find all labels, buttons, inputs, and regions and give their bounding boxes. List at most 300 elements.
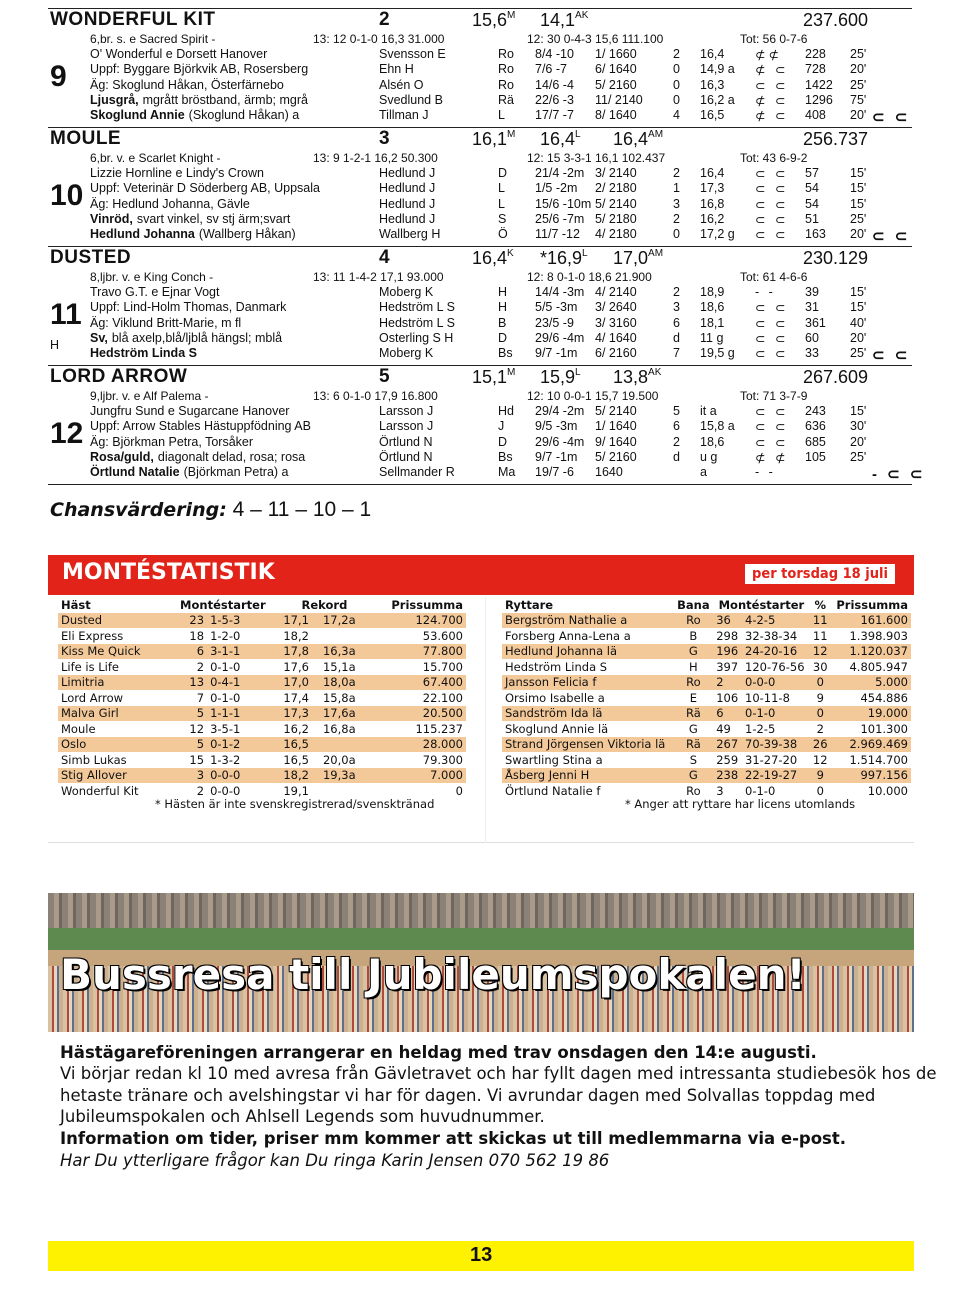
table-cell: S	[674, 752, 714, 768]
race-cell: 16,5	[700, 108, 725, 123]
race-cell: S	[498, 211, 507, 226]
column-header: Prissumma	[831, 597, 911, 613]
race-cell: Hedlund J	[379, 166, 436, 180]
info-main: Travo G.T. e Ejnar Vogt	[90, 285, 220, 299]
race-cell: 25'	[850, 211, 867, 226]
table-cell: 2	[810, 721, 831, 737]
stats-2013: 13: 6 0-1-0 17,9 16.800	[313, 389, 438, 403]
race-cell: 9/7 -1m	[535, 346, 578, 361]
odds-suffix: AK	[648, 367, 662, 378]
race-cell: 4	[673, 108, 680, 123]
table-cell: 115.237	[369, 721, 467, 737]
odds-value	[613, 367, 661, 388]
table-cell: 17,6	[280, 659, 320, 675]
table-cell: 19,1	[280, 783, 320, 799]
table-cell: 18,2	[280, 768, 320, 784]
race-cell: ⊂ ⊂	[755, 301, 789, 316]
info-extra: (Wallberg Håkan)	[198, 227, 296, 242]
table-cell: Moule	[58, 721, 165, 737]
race-cell: B	[498, 315, 507, 330]
horse-info-line	[90, 404, 289, 418]
chance-rating-value: 4 – 11 – 10 – 1	[232, 498, 372, 521]
table-cell: 15,8a	[320, 690, 369, 706]
column-header: Rekord	[280, 597, 368, 613]
table-cell: 17,6a	[320, 706, 369, 722]
column-header: Montéstarter	[713, 597, 809, 613]
race-cell: 17,2 g	[700, 227, 735, 242]
table-cell: 454.886	[831, 690, 911, 706]
info-extra: svart vinkel, sv stj ärm;svart	[136, 211, 291, 226]
table-cell: 18,0a	[320, 675, 369, 691]
race-cell: 20'	[850, 62, 867, 77]
post-number: 12	[50, 417, 84, 450]
info-main: O' Wonderful e Dorsett Hanover	[90, 47, 268, 61]
ad-line-4: Jubileumspokalen och Ahlsell Legends som huvudnummer.	[60, 1107, 545, 1126]
race-cell: d	[673, 330, 680, 345]
start-number: 4	[379, 247, 390, 268]
info-extra: (Skoglund Håkan) a	[188, 108, 300, 123]
race-cell: 25'	[850, 77, 867, 92]
race-cell: 163	[805, 227, 826, 242]
race-cell: D	[498, 166, 508, 180]
table-cell: 13	[165, 675, 207, 691]
race-cell: ⊂ ⊂	[755, 167, 789, 181]
odds-value	[540, 367, 581, 388]
race-cell: 31	[805, 300, 819, 315]
table-cell: 31-27-20	[742, 752, 810, 768]
table-cell: 16,5	[280, 737, 320, 753]
race-cell: 9/ 1640	[595, 434, 637, 449]
table-cell: 5.000	[831, 675, 911, 691]
table-cell: 26	[810, 737, 831, 753]
table-cell: 28.000	[369, 737, 467, 753]
odds-value	[613, 248, 663, 269]
horse-stat-note: * Hästen är inte svenskregistrerad/svensktränad	[155, 797, 435, 811]
race-cell: Ehn H	[379, 62, 414, 77]
table-cell: 1.120.037	[831, 644, 911, 660]
race-cell: ⊂ ⊂	[755, 182, 789, 197]
info-main: Uppf: Veterinär D Söderberg AB, Uppsala	[90, 181, 320, 196]
table-cell: 79.300	[369, 752, 467, 768]
race-cell: 5/ 2180	[595, 211, 637, 226]
info-main: Ljusgrå,	[90, 92, 139, 107]
race-cell: Wallberg H	[379, 227, 441, 242]
info-main: Hedlund Johanna	[90, 227, 195, 242]
odds-suffix: L	[575, 367, 581, 378]
race-cell: 29/6 -4m	[535, 434, 585, 449]
info-main: Örtlund Natalie	[90, 465, 180, 480]
race-cell: 51	[805, 211, 819, 226]
table-cell: 17,1	[280, 613, 320, 629]
race-cell: 5/ 2140	[595, 196, 637, 211]
race-cell: Ro	[498, 62, 514, 77]
odds-number: 13,8	[613, 367, 649, 387]
race-cell: 15'	[850, 181, 867, 196]
table-cell: 2.969.469	[831, 737, 911, 753]
table-cell: 70-39-38	[742, 737, 810, 753]
odds-value	[540, 10, 588, 31]
stat-period: per torsdag 18 juli	[745, 564, 895, 584]
race-cell: 14,9 a	[700, 62, 735, 77]
table-cell: 36	[713, 613, 742, 629]
race-cell: 15,8 a	[700, 419, 735, 434]
table-cell: 12	[165, 721, 207, 737]
table-cell: Simb Lukas	[58, 752, 165, 768]
race-cell: 75'	[850, 92, 867, 107]
race-cell: Örtlund N	[379, 449, 433, 464]
table-cell: 0-0-0	[207, 783, 280, 799]
horse-points: 230.129	[803, 248, 869, 268]
table-cell: 1-1-1	[207, 706, 280, 722]
table-cell: 2	[165, 659, 207, 675]
race-cell: 17/7 -7	[535, 108, 574, 123]
horse-info-line	[90, 227, 296, 241]
race-cell: 11/ 2140	[595, 92, 643, 107]
column-header: Prissumma	[369, 597, 467, 613]
race-cell: 20'	[850, 330, 867, 345]
table-cell: Ro	[674, 783, 714, 799]
race-cell: 15'	[850, 300, 867, 315]
ad-line-3: hetaste tränare och avelshingstar vi har för dagen. Vi avrundar dagen med Solvallas toppdag med	[60, 1086, 876, 1105]
table-cell: 67.400	[369, 675, 467, 691]
info-extra: (Björkman Petra) a	[183, 465, 289, 480]
driver-marker: H	[50, 338, 60, 352]
odds-number: 15,6	[472, 10, 508, 30]
table-cell: 20.500	[369, 706, 467, 722]
race-cell: it a	[700, 404, 717, 418]
column-header: Montéstarter	[165, 597, 280, 613]
horse-name: DUSTED	[50, 247, 132, 268]
table-cell: 3	[165, 768, 207, 784]
race-cell: 1640	[595, 465, 623, 480]
race-cell: 1296	[805, 92, 833, 107]
table-cell: 7.000	[369, 768, 467, 784]
table-cell: 0-4-1	[207, 675, 280, 691]
chance-rating-label: Chansvärdering:	[50, 499, 227, 521]
race-cell: 20'	[850, 108, 867, 123]
odds-number: 15,1	[472, 367, 508, 387]
horse-name: WONDERFUL KIT	[50, 9, 216, 30]
table-cell: H	[674, 659, 714, 675]
odds-suffix: M	[507, 10, 516, 21]
odds-value	[472, 367, 515, 388]
ad-line-5: Information om tider, priser mm kommer att skickas ut till medlemmarna via e-post.	[60, 1129, 847, 1148]
table-cell: 9	[810, 690, 831, 706]
table-cell: Rä	[674, 706, 714, 722]
table-cell: 10-11-8	[742, 690, 810, 706]
race-cell: Hedström L S	[379, 300, 455, 315]
race-cell: ⊂ ⊂	[755, 331, 789, 346]
post-number: 9	[50, 60, 67, 93]
info-main: Äg: Skoglund Håkan, Österfärnebo	[90, 77, 284, 92]
race-cell: H	[498, 285, 508, 299]
odds-number: 17,0	[613, 248, 649, 268]
bottom-rule	[48, 484, 912, 485]
race-cell: ⊄ ⊂	[755, 109, 789, 124]
race-cell: ⊂ ⊂	[755, 435, 789, 450]
ad-line-2: Vi börjar redan kl 10 med avresa från Gävletravet och har fyllt dagen med intressanta studiebesök hos de	[60, 1064, 937, 1083]
race-cell: 18,9	[700, 285, 725, 299]
table-cell: Strand Jörgensen Viktoria lä	[502, 737, 674, 753]
table-cell: 1.514.700	[831, 752, 911, 768]
start-number: 2	[379, 9, 390, 30]
horse-name: LORD ARROW	[50, 366, 188, 387]
race-cell: 1/ 1640	[595, 419, 637, 434]
race-cell: Svensson E	[379, 47, 446, 61]
table-cell: 53.600	[369, 628, 467, 644]
race-cell: Hd	[498, 404, 514, 418]
race-cell: Ro	[498, 77, 514, 92]
race-cell: 4/ 1640	[595, 330, 637, 345]
stats-2012: 12: 30 0-4-3 15,6 111.100	[527, 32, 664, 46]
horse-pedigree: 6,br. v. e Scarlet Knight -	[90, 151, 221, 165]
race-cell: 57	[805, 166, 819, 180]
table-cell: 15,1a	[320, 659, 369, 675]
table-cell: 997.156	[831, 768, 911, 784]
table-cell: 18	[165, 628, 207, 644]
race-cell: 0	[673, 62, 680, 77]
table-cell: Kiss Me Quick	[58, 644, 165, 660]
race-cell: a	[700, 465, 707, 480]
race-cell: 1422	[805, 77, 833, 92]
table-cell: 6	[713, 706, 742, 722]
stats-2013: 13: 11 1-4-2 17,1 93.000	[313, 270, 444, 284]
race-cell: 15'	[850, 404, 867, 418]
race-cell: 2	[673, 166, 680, 180]
race-cell: - -	[755, 465, 776, 480]
race-cell: 11 g	[700, 330, 724, 345]
race-cell: 1/ 1660	[595, 47, 637, 61]
race-cell: ⊄ ⊂	[755, 63, 789, 78]
table-cell: 11	[810, 613, 831, 629]
horse-info-line	[90, 78, 284, 92]
horse-points: 256.737	[803, 129, 869, 149]
race-cell: L	[498, 181, 505, 196]
table-cell: 0-1-0	[207, 659, 280, 675]
table-cell: 17,0	[280, 675, 320, 691]
race-cell: 0	[673, 77, 680, 92]
chance-rating	[50, 498, 371, 522]
info-main: Uppf: Byggare Björkvik AB, Rosersberg	[90, 62, 309, 77]
table-cell: 3	[713, 783, 742, 799]
table-cell: Bergström Nathalie a	[502, 613, 674, 629]
table-cell: 161.600	[831, 613, 911, 629]
info-extra: mgrått bröstband, ärmb; mgrå	[142, 92, 308, 107]
table-cell: 12	[810, 644, 831, 660]
horse-pedigree: 9,ljbr. v. e Alf Palema -	[90, 389, 209, 403]
horse-info-line	[90, 181, 320, 195]
race-cell: ⊂ ⊂	[755, 405, 789, 419]
table-cell: 19,3a	[320, 768, 369, 784]
race-cell: 6/ 2160	[595, 346, 637, 361]
info-main: Rosa/guld,	[90, 449, 154, 464]
table-cell: 0	[369, 783, 467, 799]
race-cell: 30'	[850, 419, 867, 434]
race-cell: 4/ 2140	[595, 285, 637, 299]
info-main: Äg: Hedlund Johanna, Gävle	[90, 196, 250, 211]
stats-2012: 12: 10 0-0-1 15,7 19.500	[527, 389, 659, 403]
table-cell: Stig Allover	[58, 768, 165, 784]
race-cell: 54	[805, 181, 819, 196]
race-cell: Svedlund B	[379, 92, 443, 107]
race-cell: 5/ 2160	[595, 449, 637, 464]
race-cell: 16,3	[700, 77, 725, 92]
race-cell: 25'	[850, 346, 867, 361]
start-number: 5	[379, 366, 390, 387]
odds-number: 16,4	[472, 248, 508, 268]
odds-suffix: K	[507, 248, 514, 259]
table-cell: 23	[165, 613, 207, 629]
column-header: Bana	[674, 597, 714, 613]
race-cell: 16,2	[700, 211, 725, 226]
race-cell: Örtlund N	[379, 434, 433, 449]
horse-points: 237.600	[803, 10, 869, 30]
horse-info-line	[90, 419, 311, 433]
race-cell: 33	[805, 346, 819, 361]
race-cell: 20'	[850, 227, 867, 242]
table-cell: Wonderful Kit	[58, 783, 165, 799]
stats-2012: 12: 15 3-3-1 16,1 102.437	[527, 151, 666, 165]
race-cell: 17,3	[700, 181, 725, 196]
race-cell: Hedlund J	[379, 181, 436, 196]
stats-total: Tot: 61 4-6-6	[740, 270, 808, 284]
table-cell: 19.000	[831, 706, 911, 722]
table-cell: 9	[810, 768, 831, 784]
table-cell: 1-3-2	[207, 752, 280, 768]
horse-points: 267.609	[803, 367, 869, 387]
table-cell: 0-1-0	[742, 706, 810, 722]
race-cell: 361	[805, 315, 826, 330]
race-cell: 29/6 -4m	[535, 330, 585, 345]
horse-top-rule	[48, 127, 912, 128]
final-symbols: ⊂ ⊂	[872, 109, 911, 126]
race-cell: 16,4	[700, 47, 725, 61]
horse-info-line	[90, 316, 241, 330]
table-cell: Jansson Felicia f	[502, 675, 674, 691]
odds-value	[540, 129, 581, 150]
race-cell: ⊂ ⊂	[755, 197, 789, 212]
race-cell: L	[498, 196, 505, 211]
race-cell: 21/4 -2m	[535, 166, 585, 180]
table-cell: 238	[713, 768, 742, 784]
horse-info-line	[90, 166, 264, 180]
horse-info-line	[90, 465, 289, 479]
race-cell: - -	[755, 285, 776, 299]
table-cell: 101.300	[831, 721, 911, 737]
race-cell: ⊂ ⊂	[755, 316, 789, 331]
table-cell: Limitria	[58, 675, 165, 691]
race-cell: 25/6 -7m	[535, 211, 585, 226]
race-cell: 25'	[850, 47, 867, 61]
race-cell: 6	[673, 419, 680, 434]
table-cell: 7	[165, 690, 207, 706]
race-cell: H	[498, 300, 508, 315]
race-cell: 2	[673, 211, 680, 226]
table-cell: 124.700	[369, 613, 467, 629]
race-cell: Ö	[498, 227, 508, 242]
race-cell: 15'	[850, 196, 867, 211]
table-cell: 6	[165, 644, 207, 660]
race-cell: 7/6 -7	[535, 62, 567, 77]
horse-info-line	[90, 93, 308, 107]
stat-divider	[485, 597, 486, 843]
table-cell: 0-0-0	[207, 768, 280, 784]
odds-number: 16,4	[613, 129, 649, 149]
horse-info-line	[90, 212, 290, 226]
race-cell: 1/5 -2m	[535, 181, 578, 196]
info-main: Jungfru Sund e Sugarcane Hanover	[90, 404, 290, 418]
stats-total: Tot: 71 3-7-9	[740, 389, 808, 403]
info-extra: diagonalt delad, rosa; rosa	[157, 449, 306, 464]
table-cell: G	[674, 644, 714, 660]
race-cell: 2	[673, 285, 680, 299]
table-cell: 3-1-1	[207, 644, 280, 660]
info-main: Vinröd,	[90, 211, 133, 226]
start-number: 3	[379, 128, 390, 149]
race-cell: 15'	[850, 166, 867, 180]
odds-suffix: AM	[648, 248, 664, 259]
odds-suffix: M	[507, 367, 516, 378]
race-cell: ⊄ ⊄	[755, 450, 789, 465]
stats-total: Tot: 43 6-9-2	[740, 151, 808, 165]
table-cell: G	[674, 721, 714, 737]
table-cell: 120-76-56	[742, 659, 810, 675]
table-cell: 20,0a	[320, 752, 369, 768]
table-cell: 17,4	[280, 690, 320, 706]
table-cell: Life is Life	[58, 659, 165, 675]
race-cell: Hedström L S	[379, 315, 455, 330]
table-cell: 106	[713, 690, 742, 706]
info-main: Uppf: Arrow Stables Hästuppfödning AB	[90, 419, 311, 434]
table-cell: 1-2-5	[742, 721, 810, 737]
column-header: Häst	[58, 597, 165, 613]
table-cell: 1-2-0	[207, 628, 280, 644]
race-cell: 40'	[850, 315, 867, 330]
race-cell: 7	[673, 346, 680, 361]
race-cell: 25'	[850, 449, 867, 464]
race-cell: d	[673, 449, 680, 464]
race-cell: Moberg K	[379, 285, 434, 299]
table-cell: 15.700	[369, 659, 467, 675]
race-cell: 4/ 2180	[595, 227, 637, 242]
race-cell: 8/ 1640	[595, 108, 637, 123]
table-cell: G	[674, 768, 714, 784]
odds-value	[472, 129, 515, 150]
race-cell: ⊂ ⊂	[755, 212, 789, 227]
race-cell: 2/ 2180	[595, 181, 637, 196]
race-cell: 14/6 -4	[535, 77, 574, 92]
ad-line-1: Hästägareföreningen arrangerar en heldag med trav onsdagen den 14:e augusti.	[60, 1043, 817, 1062]
table-cell: 15	[165, 752, 207, 768]
table-cell: 0-0-0	[742, 675, 810, 691]
table-cell: 17,8	[280, 644, 320, 660]
table-cell: 18,2	[280, 628, 320, 644]
stats-2013: 13: 12 0-1-0 16,3 31.000	[313, 32, 445, 46]
race-cell: 18,6	[700, 434, 725, 449]
race-cell: 3/ 2140	[595, 166, 637, 180]
race-cell: 243	[805, 404, 826, 418]
race-cell: Moberg K	[379, 346, 434, 361]
race-cell: 18,1	[700, 315, 725, 330]
stats-2012: 12: 8 0-1-0 18,6 21.900	[527, 270, 652, 284]
info-extra: blå axelp,blå/ljblå hängsl; mblå	[111, 330, 283, 345]
race-cell: 408	[805, 108, 826, 123]
race-cell: Sellmander R	[379, 465, 455, 480]
final-symbols: ⊂ ⊂	[872, 228, 911, 245]
race-cell: 5/ 2140	[595, 404, 637, 418]
stats-total: Tot: 56 0-7-6	[740, 32, 808, 46]
stat-title: MONTÉSTATISTIK	[62, 560, 275, 585]
